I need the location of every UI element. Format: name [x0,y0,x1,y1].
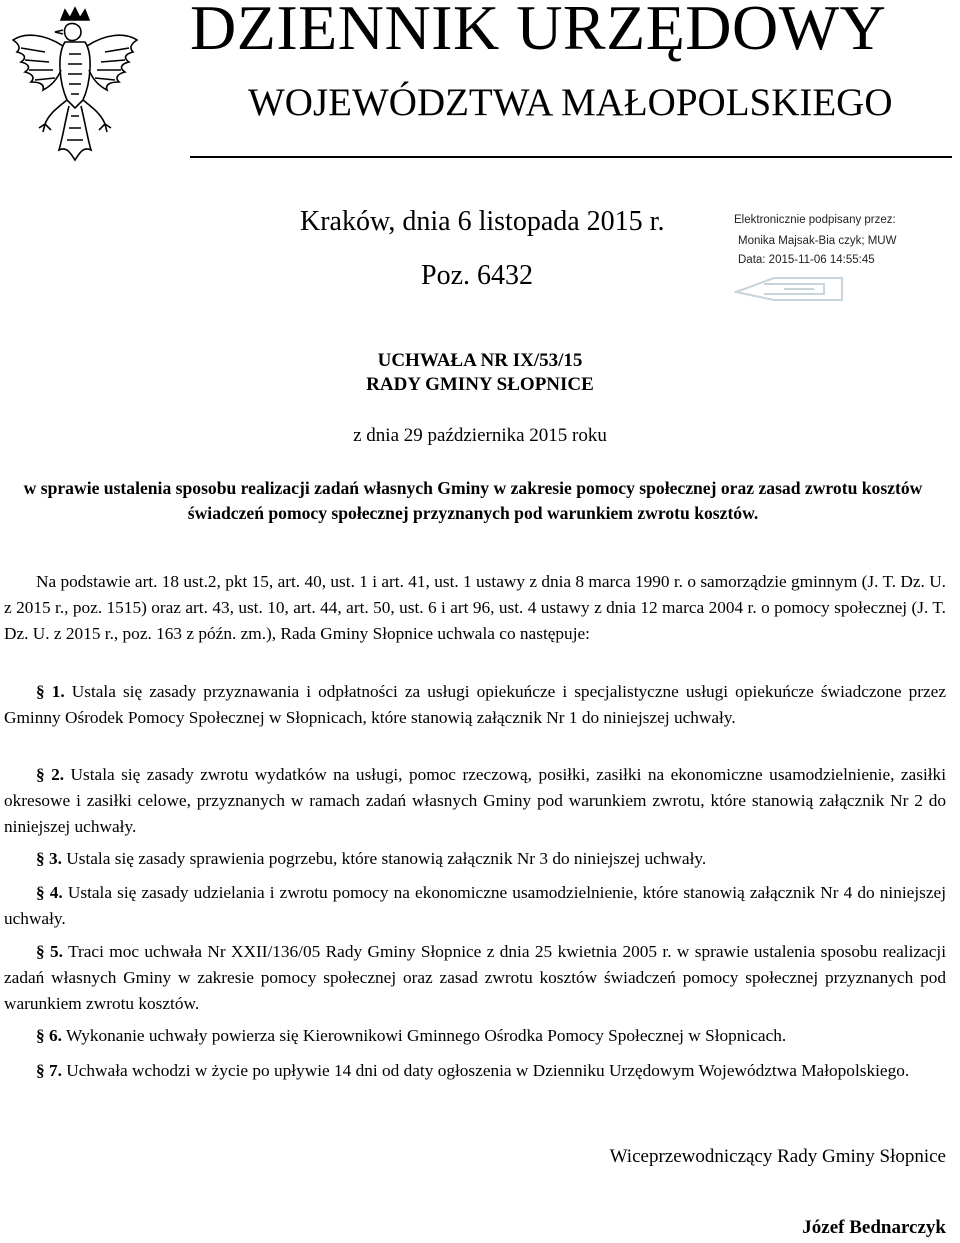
paragraph-2 [4,762,946,840]
paragraph-number: § 4. [36,883,63,902]
paragraph-number: § 7. [36,1061,62,1080]
signature-line-1: Elektronicznie podpisany przez: [734,214,896,226]
place-date: Kraków, dnia 6 listopada 2015 r. [300,206,665,237]
paragraph-text: Traci moc uchwała Nr XXII/136/05 Rady Gminy Słopnice z dnia 25 kwietnia 2005 r. w sprawie ustalenia sposobu realizacji zadań własnych Gminy w zakresie pomocy społecznej oraz zasad zwrotu kosztów świadczeń pomocy społecznej przyznanych pod warunkiem zwrotu kosztów. [4,942,947,1013]
paragraph-5 [4,939,946,1017]
paragraph-7 [4,1058,946,1084]
resolution-body: RADY GMINY SŁOPNICE [366,374,594,395]
paragraph-text: Ustala się zasady zwrotu wydatków na usługi, pomoc rzeczową, posiłki, zasiłki na ekonomiczne usamodzielnienie, zasiłki okresowe i zasiłki celowe, przyznanych w ramach zadań własnych Gminy pod warunkiem zwrotu, które stanowią załącznik Nr 2 do niniejszej uchwały. [4,765,946,836]
signature-line-2: Monika Majsak-Bia czyk; MUW [738,235,897,247]
paragraph-text: Ustala się zasady sprawienia pogrzebu, które stanowią załącznik Nr 3 do niniejszej uchwały. [66,849,707,868]
paragraph-1 [4,679,946,731]
paragraph-number: § 6. [36,1026,62,1045]
journal-title: DZIENNIK URZĘDOWY [190,0,887,63]
resolution-title: UCHWAŁA NR IX/53/15 [377,350,583,371]
paragraph-number: § 1. [36,682,65,701]
signature-line-3: Data: 2015-11-06 14:55:45 [738,254,875,266]
paragraph-text: Ustala się zasady udzielania i zwrotu pomocy na ekonomiczne usamodzielnienie, które stanowią załącznik Nr 4 do niniejszej uchwały. [4,883,946,928]
paragraph-text: Wykonanie uchwały powierza się Kierownikowi Gminnego Ośrodka Pomocy Społecznej w Słopnicach. [65,1026,787,1045]
preamble: Na podstawie art. 18 ust.2, pkt 15, art. 40, ust. 1 i art. 41, ust. 1 ustawy z dnia 8 marca 1990 r. o samorządzie gminnym (J. T. Dz. U. z 2015 r., poz. 1515) oraz art. 43, ust. 10, art. 44, art. 50, ust. 6 i art 96, ust. 4 ustawy z dnia 12 marca 2004 r. o pomocy społecznej (J. T. Dz. U. z 2015 r., poz. 163 z późn. zm.), Rada Gminy Słopnice uchwala co następuje: [4,572,946,643]
resolution-subject: w sprawie ustalenia sposobu realizacji zadań własnych Gminy w zakresie pomocy społecznej oraz zasad zwrotu kosztów świadczeń pomocy społecznej przyznanych pod warunkiem zwrotu kosztów. [23,478,923,523]
signer-role: Wiceprzewodniczący Rady Gminy Słopnice [609,1146,946,1167]
eagle-emblem-icon [5,4,145,164]
paragraph-6 [4,1023,946,1049]
paragraph-number: § 2. [36,765,65,784]
signature-seal-icon [734,270,844,306]
position-number: Poz. 6432 [421,260,533,291]
header-rule [190,156,952,158]
paragraph-text: Ustala się zasady przyznawania i odpłatności za usługi opiekuńcze i specjalistyczne usługi opiekuńcze świadczone przez Gminny Ośrodek Pomocy Społecznej w Słopnicach, które stanowią załącznik Nr 1 do niniejszej uchwały. [4,682,946,727]
signer-name: Józef Bednarczyk [802,1217,946,1238]
resolution-date: z dnia 29 października 2015 roku [353,425,607,446]
electronic-signature [734,214,934,304]
paragraph-number: § 5. [36,942,63,961]
paragraph-3 [4,846,946,872]
paragraph-4 [4,880,946,932]
paragraph-number: § 3. [36,849,62,868]
journal-subtitle: WOJEWÓDZTWA MAŁOPOLSKIEGO [248,81,893,124]
paragraph-text: Uchwała wchodzi w życie po upływie 14 dni od daty ogłoszenia w Dzienniku Urzędowym Województwa Małopolskiego. [66,1061,910,1080]
